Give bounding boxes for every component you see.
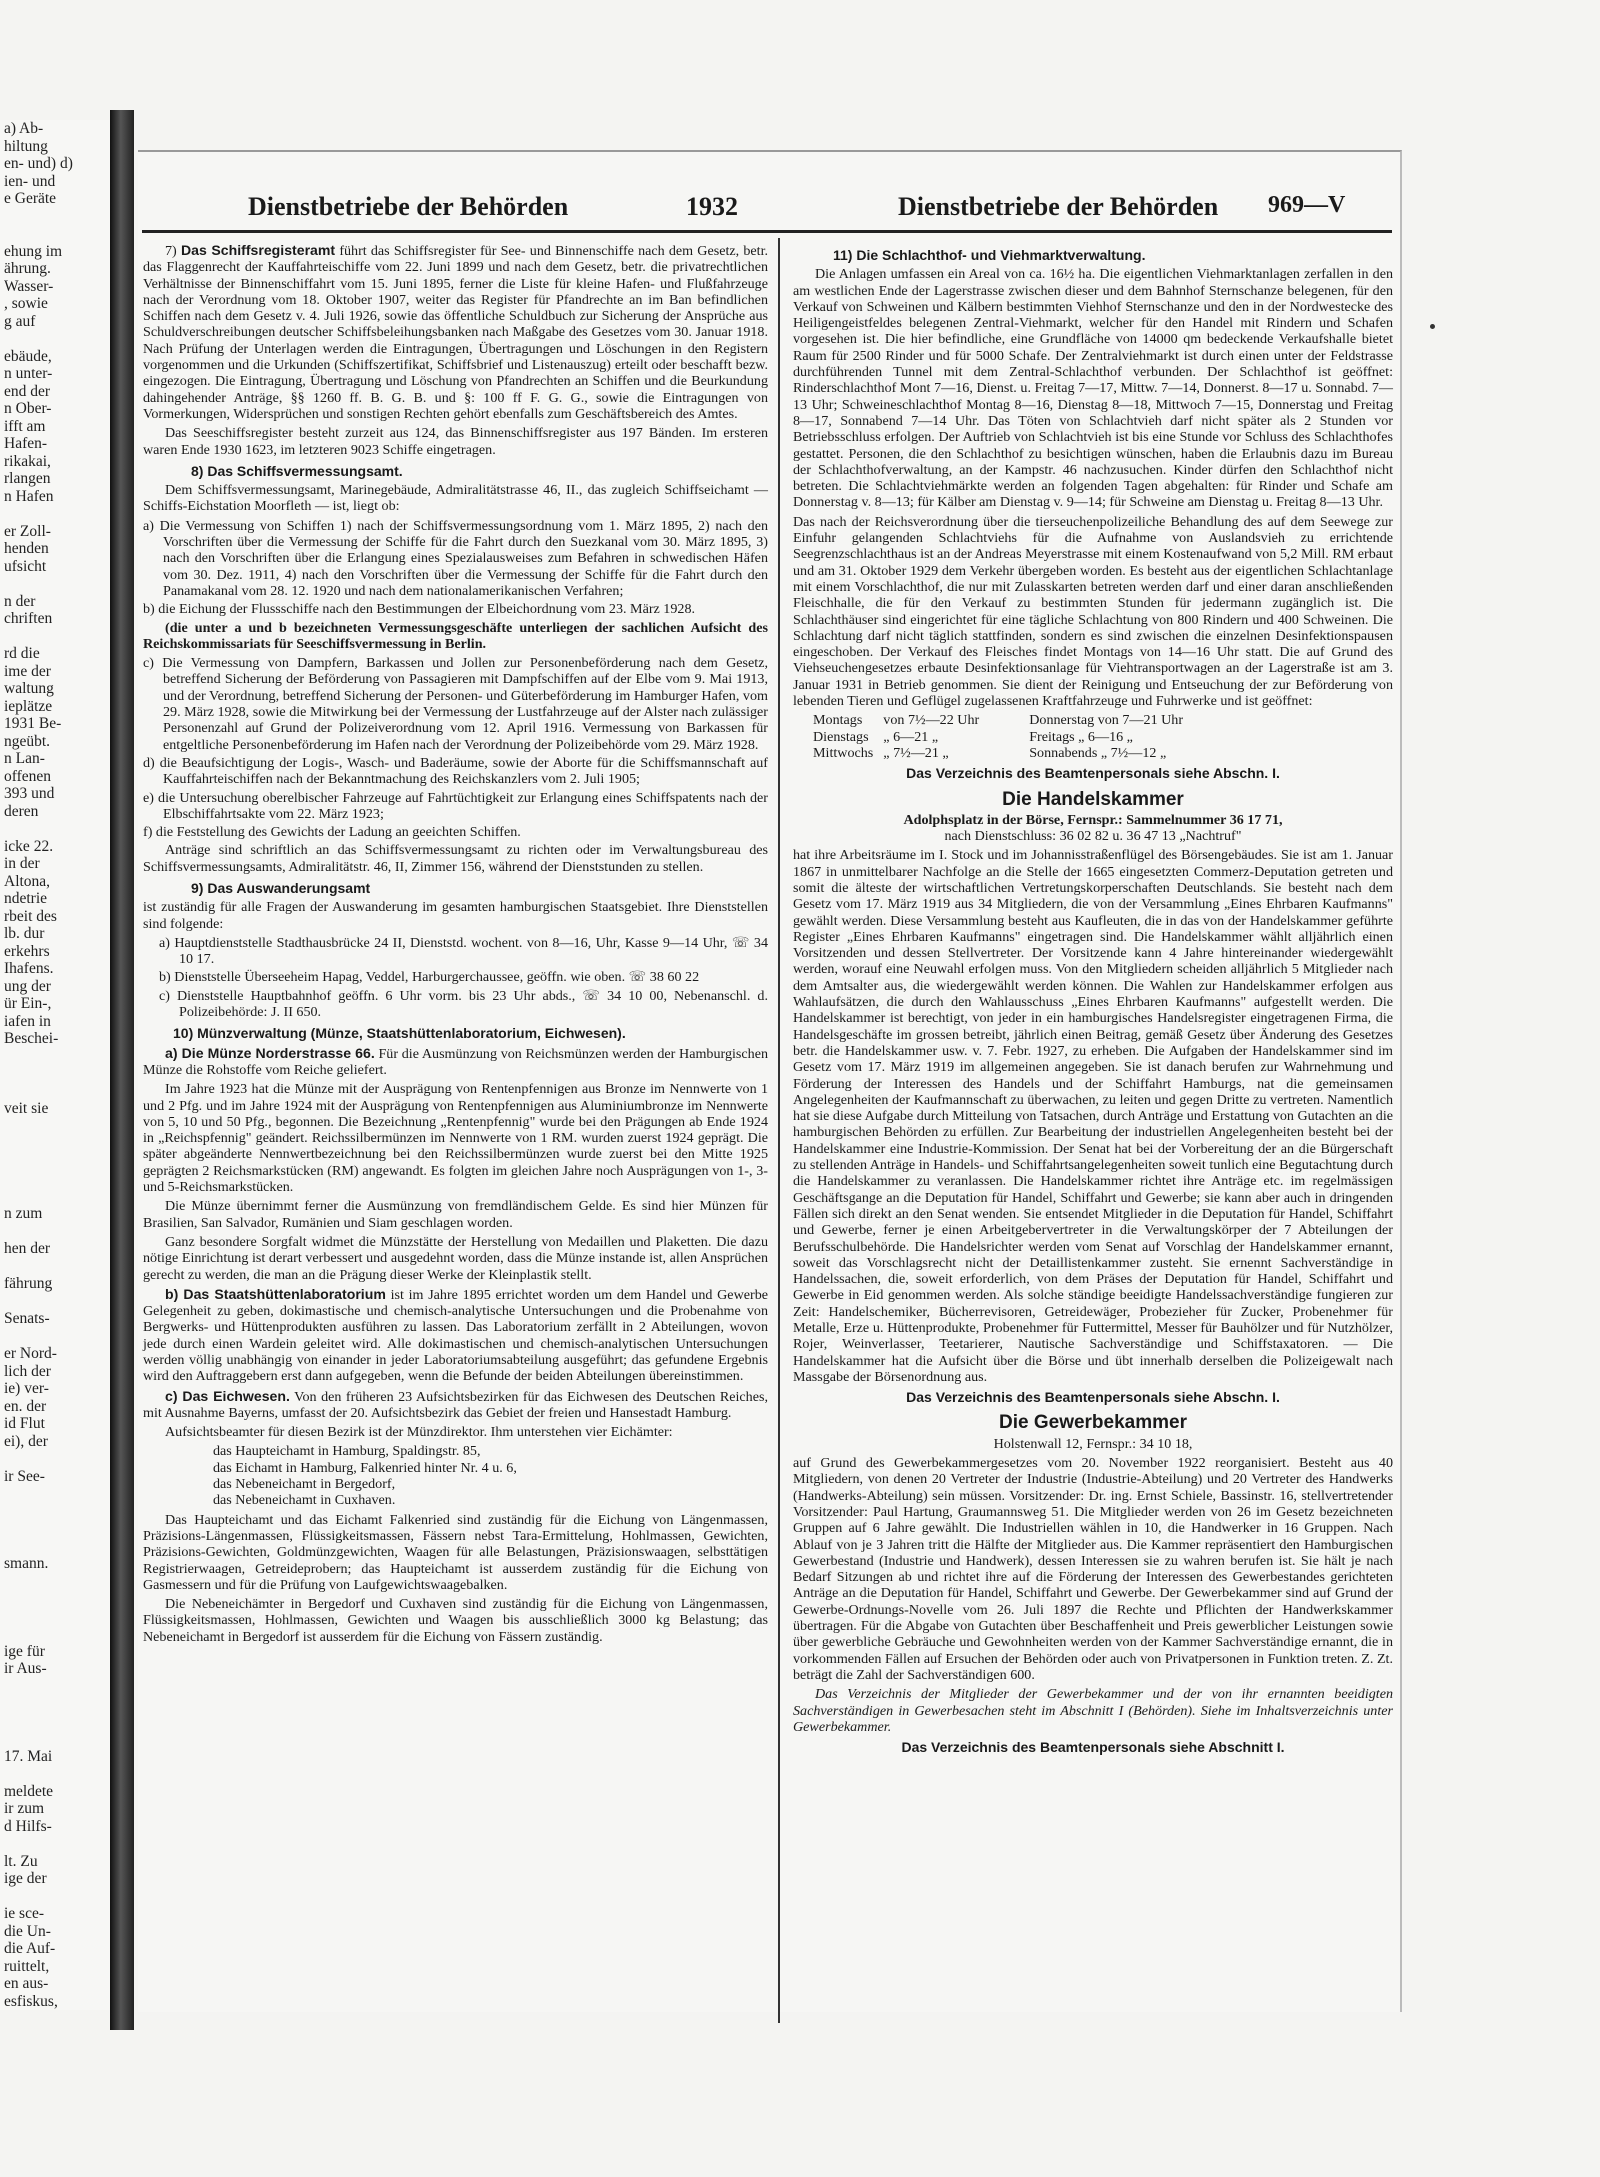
previous-page-fragment	[0, 1293, 110, 1311]
previous-page-fragment	[0, 575, 110, 593]
section-10-title: 10) Münzverwaltung (Münze, Staatshüttenlaboratorium, Eichwesen).	[173, 1025, 626, 1042]
previous-page-fragment: end der	[4, 382, 51, 400]
previous-page-fragment	[0, 1118, 110, 1136]
day-hours-cell: Freitags „ 6—16 „	[1029, 728, 1133, 745]
opening-hours-row	[813, 729, 1193, 745]
previous-page-fragment: 17. Mai	[4, 1747, 53, 1765]
previous-page-fragment: ährung.	[4, 260, 51, 277]
gewerbekammer-address: Holstenwall 12, Fernspr.: 34 10 18,	[993, 1435, 1193, 1452]
previous-page-fragment	[0, 1485, 110, 1503]
previous-page-fragment	[0, 1083, 110, 1101]
opening-hours-row	[813, 745, 1193, 761]
previous-page-fragment	[0, 1608, 110, 1626]
previous-page-fragment: n Lan-	[4, 750, 45, 767]
header-year: 1932	[686, 192, 738, 221]
previous-page-fragment: ige der	[4, 1870, 47, 1887]
previous-page-fragment	[0, 1625, 110, 1643]
section-8-item-d: d) die Beaufsichtigung der Logis-, Wasch- und Baderäume, sowie der Aborte für die Schiffsmannschaft auf Kauffahrteischiffen nach der Bekanntmachung des Reichskanzlers vom 2. Juli 1905;	[143, 754, 768, 788]
previous-page-fragment: n der	[4, 592, 36, 610]
previous-page-fragment: rikakai,	[4, 452, 51, 470]
previous-page-fragment: chriften	[4, 610, 53, 627]
previous-page-fragment	[0, 1888, 110, 1906]
day-hours-cell: Sonnabends „ 7½—12 „	[1029, 744, 1167, 761]
previous-page-fragment: meldete	[4, 1782, 54, 1800]
section-7-title: Das Schiffsregisteramt	[180, 242, 336, 258]
previous-page-fragment	[0, 1223, 110, 1241]
previous-page-fragment: deren	[4, 802, 39, 820]
previous-page-fragment: hiltung	[4, 137, 48, 155]
eichamt-list-item: das Nebeneichamt in Bergedorf,	[213, 1476, 396, 1493]
previous-page-fragment: ehung im	[4, 242, 63, 260]
ink-speck	[1430, 324, 1435, 329]
header-right-title: Dienstbetriebe der Behörden	[898, 192, 1219, 221]
gewerbekammer-text: auf Grund des Gewerbekammergesetzes vom 20. November 1922 reorganisiert. Besteht aus 40 Mitgliedern, von denen 20 Vertreter der Industrie (Industrie-Abteilung) und 20 Vertreter des Handwerks (Handwerks-Abteilung) sein müssen. Vorsitzender: Dr. ing. Ernst Schiele, Bassinstr. 16, stellvertretender Vorsitzender: Paul Hartung, Graumannsweg 51. Die Mitglieder werden von 26 im Gesetz bezeichneten Gruppen auf 6 Jahre gewählt. Die Industriellen wählen in 10, die Handwerker in 16 Gruppen. Nach Ablauf von je 3 Jahren tritt die Hälfte der Mitglieder aus. Die Kammer repräsentiert den Hamburgischen Gewerbestand (Industrie und Handwerk), dessen Interessen sie zu wahren berufen ist. Sie hält je nach Bedarf Sitzungen ab und richtet ihre auf die Förderung der Interessen des Gewerbestandes gerichteten Anträge an die Deputation für Handel, Schiffahrt und Gewerbe. Der Gewerbekammer sind auf Grund der Gewerbe-Ordnungs-Novelle vom 26. Juli 1897 die Rechte und Pflichten der Handwerkskammer übertragen. Für die Abgabe von Gutachten über Beschaffenheit und Preis gewerblicher Leistungen sowie über gewerbliche Gebräuche und Gewohnheiten werden von der Kammer Sachverständige ernannt, die in vorkommenden Fällen auf Ersuchen der Behörden oder auch von Privatpersonen in Funktion treten. Z. Zt. beträgt die Zahl der Sachverständigen 600.	[793, 1455, 1393, 1683]
previous-page-fragment: n Ober-	[4, 400, 52, 417]
previous-page-fragment: ien- und	[4, 172, 56, 190]
previous-page-fragment: e Geräte	[4, 190, 57, 207]
previous-page-fragment	[0, 208, 110, 226]
previous-page-fragment	[0, 1153, 110, 1171]
gewerbekammer-title: Die Gewerbekammer	[999, 1412, 1187, 1434]
previous-page-fragment: ige für	[4, 1642, 45, 1660]
eichamt-list	[143, 1443, 768, 1508]
previous-page-fragment	[0, 225, 110, 243]
previous-page-fragment	[0, 505, 110, 523]
previous-page-fragment: ndetrie	[4, 890, 48, 907]
previous-page-fragment	[0, 1713, 110, 1731]
previous-page-fragment: ruittelt,	[4, 1957, 50, 1975]
handelskammer-night-phone: nach Dienstschluss: 36 02 82 u. 36 47 13 „Nachtruf"	[944, 828, 1242, 845]
previous-page-fragment: Altona,	[4, 872, 51, 890]
day-cell: Dienstags	[813, 728, 869, 745]
section-7-number: 7)	[165, 243, 177, 259]
section-9-title: 9) Das Auswanderungsamt	[191, 879, 371, 896]
handelskammer-personnel-note: Das Verzeichnis des Beamtenpersonals siehe Abschn. I.	[906, 1389, 1280, 1406]
previous-page-fragment	[0, 1328, 110, 1346]
previous-page-fragment: 1931 Be-	[4, 715, 62, 732]
previous-page-fragment: henden	[4, 540, 49, 557]
hours-cell: von 7½—22 Uhr	[883, 712, 980, 729]
right-column	[793, 242, 1393, 1761]
previous-page-fragment: ie sce-	[4, 1905, 45, 1922]
section-10c-text: Von den früheren 23 Aufsichtsbezirken für das Eichwesen des Deutschen Reiches, mit Ausnahme Bayerns, umfasst der 20. Aufsichtsbezirk das Gebiet der freien und Hansestadt Hamburg.	[143, 1388, 768, 1421]
section-8-item-a: a) Die Vermessung von Schiffen 1) nach der Schiffsvermessungsordnung vom 1. März 1895, 2) nach den Vorschriften über die Vermessung der Schiffe für die Fahrt durch den Suezkanal vom 30. März 1895, 3) nach den Vorschriften über die Erlangung eines Spezialausweises zum Befahren in schwedischen Häfen vom 30. Dez. 1911, 4) nach den Vorschriften über die Vermessung der Schiffe für die Fahrt durch den Panamakanal vom 28. 12. 1920 und nach dem nationalamerikanischen Verfahren;	[143, 517, 768, 599]
section-10b-paragraph	[143, 1286, 768, 1385]
previous-page-fragment: iafen in	[4, 1012, 51, 1030]
section-10b-heading: b) Das Staatshüttenlaboratorium	[165, 1285, 386, 1302]
previous-page-fragment: lt. Zu	[4, 1852, 38, 1870]
previous-page-fragment: rd die	[4, 645, 40, 662]
section-10a-heading: a) Die Münze Norderstrasse 66.	[165, 1044, 375, 1061]
section-11-paragraph: Die Anlagen umfassen ein Areal von ca. 16½ ha. Die eigentlichen Viehmarktanlagen zerfallen in den am westlichen Ende der Lagerstrasse zwischen dieser und dem Bahnhof Sternschanze belegenen, für den Verkauf von Schweinen und Kälbern bestimmten Viehhof Sternschanze und den in der Nordwestecke des Heiligengeistfeldes belegenen Zentral-Viehmarkt, welcher für den Handel mit Rindern und Schafen vorgesehen ist. Die hier befindliche, eine Grundfläche von 14000 qm bedeckende Verkaufshalle bietet Raum für 2500 Rinder und für 5000 Schafe. Der Zentralviehmarkt ist durch einen unter der Feldstrasse durchführenden Tunnel mit dem Zentral-Schlachthof verbunden. Der Schlachthof ist geöffnet: Rinderschlachthof Mont 7—16, Dienst. u. Freitag 7—17, Mittw. 7—14, Donnerst. 8—17 u. Sonnabd. 7—13 Uhr; Schweineschlachthof Montag 8—16, Dienstag 8—18, Mittwoch 7—15, Donnerstag und Freitag 8—17, Sonnabend 7—14 Uhr. Das Töten von Schlachtvieh darf nicht später als 2 Stunden vor Betriebsschluss erfolgen. Der Auftrieb von Schlachtvieh ist bis eine Stunde vor Schluss des Schlachthofes gestattet. Personen, die den Schlachthof zu besichtigen wünschen, haben die Erlaubnis dazu im Bureau der Schlachthofverwaltung, an der Kampstr. 46 nachzusuchen. Kinder dürfen den Schlachthof nicht betreten. Die Schlachtviehmärkte werden an folgenden Tagen abgehalten: für Rinder und Schafe am Donnerstag v. 8—13; für Kälber am Dienstag v. 9—14; für Schweine am Dienstag u. Freitag 8—13 Uhr.	[793, 266, 1393, 511]
opening-hours-table	[813, 712, 1393, 761]
previous-page-fragment: er Nord-	[4, 1345, 57, 1362]
day-hours-cell: Donnerstag von 7—21 Uhr	[1029, 712, 1184, 729]
previous-page-fragment: rbeit des	[4, 907, 57, 925]
previous-page-fragment: g auf	[4, 312, 36, 330]
book-spine	[110, 110, 134, 2030]
previous-page-fragment: in der	[4, 855, 40, 872]
previous-page-fragment	[0, 1678, 110, 1696]
previous-page-fragment: ime der	[4, 662, 51, 680]
section-11-personnel-note: Das Verzeichnis des Beamtenpersonals siehe Abschn. I.	[906, 765, 1280, 782]
handelskammer-address: Adolphsplatz in der Börse, Fernspr.: Sammelnummer 36 17 71,	[903, 811, 1283, 828]
previous-page-fragment: en. der	[4, 1397, 47, 1415]
previous-page-fragment	[0, 1590, 110, 1608]
previous-page-fragment: waltung	[4, 680, 54, 697]
previous-page-fragment	[0, 1765, 110, 1783]
day-cell: Mittwochs	[813, 744, 874, 761]
previous-page-fragment	[0, 1503, 110, 1521]
section-10a-text: Für die Ausmünzung von Reichsmünzen werden der Hamburgischen Münze die Rohstoffe vom Reiche geliefert.	[143, 1045, 768, 1078]
opening-hours-row	[813, 712, 1193, 728]
previous-page-fragment: , sowie	[4, 295, 48, 312]
column-divider	[778, 238, 780, 2023]
previous-page-fragment: ufsicht	[4, 557, 47, 575]
previous-page-fragment: ieplätze	[4, 697, 53, 715]
previous-page-fragment: ür Ein-,	[4, 995, 52, 1012]
page-header	[138, 192, 1400, 228]
section-7-paragraph-2: Das Seeschiffsregister besteht zurzeit aus 124, das Binnenschiffsregister aus 197 Bänden. Im ersteren waren Ende 1930 1623, im letzteren 9023 Schiffe eingetragen.	[143, 425, 768, 458]
previous-page-fragment	[0, 1135, 110, 1153]
previous-page-fragment	[0, 1258, 110, 1276]
previous-page-fragment	[0, 1695, 110, 1713]
gewerbekammer-note: Das Verzeichnis der Mitglieder der Gewerbekammer und der von ihr ernannten beeidigten Sachverständigen in Gewerbesachen steht im Abschnitt I (Behörden). Siehe im Inhaltsverzeichnis unter Gewerbekammer.	[793, 1686, 1393, 1735]
previous-page-fragment: hen der	[4, 1240, 51, 1257]
previous-page-fragment: die Un-	[4, 1922, 51, 1940]
section-10b-text: ist im Jahre 1895 errichtet worden um dem Handel und Gewerbe Gelegenheit zu geben, dokimastische und chemisch-analytische Untersuchungen und die Probenahme von Bergwerks- und Hüttenprodukten ausführen zu lassen. Das Laboratorium zerfällt in 2 Abteilungen, wovon jede durch einen Wardein geleitet wird. Alle dokimastischen und chemisch-analytischen Untersuchungen werden völlig unabhängig von einander in jeder Laboratoriumsabteilung ausgeführt; das gefundene Ergebnis wird den Auftraggebern erst dann aufgegeben, wenn die Befunde der beiden Abteilungen übereinstimmen.	[143, 1286, 768, 1385]
section-8-title: 8) Das Schiffsvermessungsamt.	[191, 462, 403, 479]
previous-page-fragment	[0, 1065, 110, 1083]
section-8-note: (die unter a und b bezeichneten Vermessungsgeschäfte unterliegen der sachlichen Aufsicht des Reichskommissariats für Seeschiffsvermessung in Berlin.	[143, 619, 768, 652]
previous-page-fragment: a) Ab-	[4, 120, 44, 137]
left-column	[143, 242, 768, 1648]
previous-page-fragment: fährung	[4, 1275, 53, 1292]
eichamt-list-item: das Haupteichamt in Hamburg, Spaldingstr. 85,	[213, 1443, 481, 1460]
hours-cell: „ 6—21 „	[883, 728, 939, 745]
previous-page-fragment: n unter-	[4, 365, 53, 382]
section-9-intro: ist zuständig für alle Fragen der Auswanderung im gesamten hamburgischen Staatsgebiet. Ihre Dienststellen sind folgende:	[143, 899, 768, 932]
page-number: 969—V	[1268, 192, 1346, 218]
section-7-text: führt das Schiffsregister für See- und Binnenschiffe nach dem Gesetz, betr. das Flaggenrecht der Kauffahrteischiffe vom 22. Juni 1899 und nach dem Gesetz, betr. die privatrechtlichen Verhältnisse der Binnenschiffahrt vom 15. Juni 1895, ferner die Liste für kleine Hafen- und Flußfahrzeuge nach der Verordnung vom 18. Oktober 1907, weiter das Register für Pfandrechte an im Ban befindlichen Schiffen nach dem Gesetz v. 4. Juli 1926, sowie das öffentliche Schuldbuch zur Sicherung der Ansprüche aus Schuldverschreibungen deutscher Schiffsbeleihungsbanken nach Maßgabe des Gesetzes vom 30. Januar 1918. Nach Prüfung der Unterlagen werden die Eintragungen, Übertragungen und Löschungen in den Registern vorgenommen und die Urkunden (Schiffszertifikat, Schiffsbrief und Listenauszug) erteilt oder beschafft bezw. eingezogen. Die Eintragung, Übertragung und Löschung von Pfandrechten an Schiffen und die Beurkundung dahingehender Anträge, §§ 1260 ff. B. G. B. und §: 100 ff F. G. G., sowie die Eintragungen von Vormerkungen, Widersprüchen und sonstigen Rechten gehört ebenfalls zum Geschäftsbereich des Amtes.	[143, 243, 769, 422]
previous-page-fragment	[0, 820, 110, 838]
section-10c-paragraph-2: Aufsichtsbeamter für diesen Bezirk ist der Münzdirektor. Ihm unterstehen vier Eichämter:	[165, 1424, 673, 1441]
handelskammer-title: Die Handelskammer	[1002, 788, 1184, 810]
previous-page-edge	[0, 120, 111, 2010]
section-10c-paragraph-4: Die Nebeneichämter in Bergedorf und Cuxhaven sind zuständig für die Eichung von Längenmassen, Flüssigkeitsmassen, Hohlmassen, Gewichten und Waagen bis ausschließlich 3000 kg Belastung; das Nebeneichamt in Bergedorf ist ausserdem für die Eichung von Fässern zuständig.	[143, 1596, 768, 1645]
section-10a-paragraph-4: Ganz besondere Sorgfalt widmet die Münzstätte der Herstellung von Medaillen und Plaketten. Die dazu nötige Einrichtung ist derart verbessert und ausgedehnt worden, dass die Münze instande ist, allen Ansprüchen gerecht zu werden, die man an die Prägung dieser Werke der Kleinplastik stellt.	[143, 1233, 768, 1283]
previous-page-fragment: ei), der	[4, 1432, 48, 1450]
previous-page-fragment: er Zoll-	[4, 522, 51, 540]
section-9-item-b: b) Dienststelle Überseeheim Hapag, Veddel, Harburgerchaussee, geöffn. wie oben. ☏ 38 60 22	[159, 969, 700, 986]
section-8-item-e: e) die Untersuchung oberelbischer Fahrzeuge auf Fahrtüchtigkeit zur Erlangung eines Schiffspatents nach der Elbschiffahrtsakte vom 22. März 1923;	[143, 789, 768, 822]
previous-page-fragment: ngeübt.	[4, 732, 51, 750]
section-11-paragraph-2: Das nach der Reichsverordnung über die tierseuchenpolizeiliche Behandlung des auf dem Seewege zur Einfuhr gelangenden Schlachtviehs für die Aufnahme von Auslandsvieh zu errichtende Seegrenzschlachthaus ist an der Andreas Meyerstrasse mit einem Kostenaufwand von 5,2 Mill. RM erbaut und am 31. Oktober 1929 dem Verkehr übergeben worden. Es besteht aus der eigentlichen Schlachtanlage mit einem Vorschlachthof, die nur mit Zulasskarten betreten werden darf und einer daran anschließenden Fleischhalle, die für den Verkauf zu bestimmten Stunden für jedermann zugänglich ist. Die Schlachthäuser sind eingerichtet für eine tägliche Schlachtung von 800 Rindern und 400 Schweinen. Die Schlachtung darf nicht täglich stattfinden, sondern es sind zwischen die einzelnen Desinfektionspausen eingeschoben. Der Verkauf des Fleisches findet Montags von 14—16 Uhr statt. Die auf Grund des Viehseuchengesetzes erbaute Desinfektionsanlage für Viehtransportwagen an der Lagerstraße ist am 3. Januar 1931 in Betrieb genommen. Sie dient der Reinigung und Entseuchung der zur Beförderung von lebenden Tieren und Geflügel zugelassenen Kraftfahrzeuge und Fuhrwerke und ist geöffnet:	[793, 513, 1394, 710]
previous-page-fragment: offenen	[4, 767, 52, 785]
section-8-item-c: c) Die Vermessung von Dampfern, Barkassen und Jollen zur Personenbeförderung nach dem Gesetz, betreffend Sicherung der Beförderung von Passagieren mit Dampfschiffen auf der Elbe vom 9. Mai 1913, und der Verordnung, betreffend Sicherung der Personen- und Güterbeförderung im Hamburger Hafen, vom 29. März 1928, sowie die Mitwirkung bei der Vermessung der Lustfahrzeuge auf der Alster nach zulässiger Personenzahl auf Grund der Polizeiverordnung vom 12. April 1916. Vermessung von Barkassen für entgeltliche Personenbeförderung im Hafen nach der Verordnung der Polizeibehörde vom 29. März 1928.	[143, 655, 768, 753]
document-page	[138, 150, 1402, 2012]
previous-page-fragment	[0, 1538, 110, 1556]
previous-page-fragment: Wasser-	[4, 277, 54, 295]
previous-page-fragment	[0, 1730, 110, 1748]
previous-page-fragment: Ihafens.	[4, 960, 54, 977]
section-8-item-f: f) die Feststellung des Gewichts der Ladung an geeichten Schiffen.	[143, 824, 521, 841]
section-7-paragraph	[143, 242, 768, 422]
previous-page-fragment: smann.	[4, 1555, 49, 1572]
section-8-closing: Anträge sind schriftlich an das Schiffsvermessungsamt zu richten oder im Verwaltungsbureau des Schiffsvermessungsamts, Admiralitätstr. 46, II, Zimmer 156, während der Dienststunden zu stellen.	[143, 842, 768, 875]
previous-page-fragment: ung der	[4, 977, 51, 995]
section-9-item-c: c) Dienststelle Hauptbahnhof geöffn. 6 Uhr vorm. bis 23 Uhr abds., ☏ 34 10 00, Nebenanschl. d. Polizeibehörde: J. II 650.	[159, 987, 768, 1021]
previous-page-fragment	[0, 1048, 110, 1066]
previous-page-fragments	[0, 120, 110, 2010]
previous-page-fragment: ie) ver-	[4, 1380, 49, 1397]
previous-page-fragment: icke 22.	[4, 837, 54, 855]
section-10a-paragraph	[143, 1045, 768, 1079]
previous-page-fragment: en aus-	[4, 1975, 49, 1992]
previous-page-fragment: rlangen	[4, 470, 51, 487]
header-rule	[142, 230, 1392, 233]
handelskammer-text: hat ihre Arbeitsräume im I. Stock und im Johannisstraßenflügel des Börsengebäudes. Sie ist am 1. Januar 1867 in unmittelbarer Nachfolge an die Stelle der 1665 eingesetzten Commerz-Deputation getreten und somit die älteste der wirtschaftlichen Vertretungskorperschaften Deutschlands. Sie besteht nach dem Gesetz vom 17. März 1919 aus 34 Mitgliedern, die von der Versammlung „Eines Ehrbaren Kaufmanns" gewählt werden. Diese Versammlung besteht aus Kaufleuten, die in das von der Handelskammer geführte Register „Eines Ehrbaren Kaufmanns" eingetragen sind. Die Handelskammer wählt alljährlich einen Vorsitzenden und dessen Stellvertreter. Der Vorsitzende kann 4 Jahre hintereinander wiedergewählt werden, worauf eine Neuwahl erfolgen muss. Von den Mitgliedern scheiden alljährlich 5 Mitglieder nach dem Amtsalter aus, die wiedergewählt werden können. Die Wahlen zur Handelskammer erfolgen aus Wahlaufsätzen, die durch den Wahlausschuss „Eines Ehrbaren Kaufmanns" aufgestellt werden. Die Handelskammer ist berechtigt, von jeder in ein hamburgisches Handelsregister eingetragenen Firma, die Handelsgeschäfte im grossen betreibt, jährlich einen Beitrag, gemäß Gesetz über Änderung des Gesetzes betr. die Handelskammer usw. v. 7. Febr. 1927, zu erheben. Die Aufgaben der Handelskammer sind im Gesetz vom 17. März 1919 im allgemeinen angegeben. Sie ist danach berufen zur Wahrnehmung und Förderung der Interessen des Handels und der Schiffahrt Hamburgs, nat die gemeinsamen Angelegenheiten der Kaufmannschaft zu überwachen, zu leiten und gegen Dritte zu vertreten. Namentlich hat sie diese Aufgabe durch Mitteilung von Tatsachen, durch Anträge und Erstattung von Gutachten an die hamburgischen Behörden zu erfüllen. Zur Bearbeitung der industriellen Angelegenheiten besteht bei der Handelskammer eine Industrie-Kommission. Der Senat hat bei der Vorbereitung der an die Bürgerschaft zu stellenden Anträge in Handels- und Schiffahrtsangelegenheiten soweit tunlich eine Begutachtung durch die Handelskammer zu veranlassen. Die Handelskammer richtet ihre Anträge etc. im regelmässigen Geschäftsgange an die Deputation für Handel, Schiffahrt und Gewerbe; sie kann aber auch in dringenden Fällen sich direkt an den Senat wenden. Sie entsendet Mitglieder in die Deputation für Handel, Schiffahrt und Gewerbe, ferner je einen Arbeitgebervertreter in die Verwaltungskörper der 7 Abteilungen der Berufsschulbehörde. Die Handelsrichter werden vom Senat auf Vorschlag der Handelskammer ernannt, soweit das Vorschlagsrecht nicht der Detaillistenkammer zusteht. Sie ernennt Sachverständige in Handelssachen, die, soweit erforderlich, von dem Präses der Deputation für Handel, Schiffahrt und Gewerbe in Eid genommen werden. Als solche ständige beeidigte Handelssachverständige fungieren zur Zeit: Handelschemiker, Bücherrevisoren, Getreidewäger, Probezieher für Zucker, Probenehmer für Metalle, Erze u. Hüttenprodukte, Probenehmer für Futtermittel, Messer für Bauhölzer und für Nutzhölzer, Rojer, Weinverlasser, Teetarierer, Nautische Sachverständige und Schiffstaxatoren. — Die Handelskammer hat die Aufsicht über die Börse und übt innerhalb derselben die Polizeigewalt nach Massgabe der Börsenordnung aus.	[793, 847, 1393, 1385]
previous-page-fragment	[0, 1188, 110, 1206]
previous-page-fragment: Hafen-	[4, 435, 48, 452]
previous-page-fragment: 393 und	[4, 785, 55, 802]
previous-page-fragment: esfiskus,	[4, 1992, 58, 2010]
previous-page-fragment	[0, 1573, 110, 1591]
previous-page-fragment: d Hilfs-	[4, 1817, 52, 1835]
section-8-intro: Dem Schiffsvermessungsamt, Marinegebäude, Admiralitätstrasse 46, II., das zugleich Schiffseichamt — Schiffs-Eichstation Moorfleth — ist, liegt ob:	[143, 482, 768, 515]
section-10a-paragraph-2: Im Jahre 1923 hat die Münze mit der Ausprägung von Rentenpfennigen aus Bronze im Nennwerte von 1 und 2 Pfg. und im Jahre 1924 mit der Ausprägung von Rentenpfennigen aus Aluminiumbronze im Nennwerte von 5, 10 und 50 Pfg., begonnen. Die Bezeichnung „Rentenpfennig" wurde bei den Prägungen ab Ende 1924 in „Reichspfennig" geändert. Reichssilbermünzen im Nennwerte von 1 RM. wurden zuerst 1924 geprägt. Die später abgeänderte Nennwertbezeichnung bei den Reichssilbermünzen wurde zuerst bei den Mitte 1925 geprägten 2 Reichsmarkstücken (RM) angewandt. Es folgten im gleichen Jahre noch Ausprägungen von 1-, 3- und 5-Reichsmarkstücken.	[143, 1081, 768, 1196]
previous-page-fragment: Beschei-	[4, 1030, 59, 1047]
previous-page-fragment: ifft am	[4, 417, 46, 435]
header-left-title: Dienstbetriebe der Behörden	[248, 192, 569, 221]
previous-page-fragment: Senats-	[4, 1310, 50, 1327]
section-10c-paragraph	[143, 1388, 768, 1422]
previous-page-fragment: die Auf-	[4, 1940, 56, 1957]
previous-page-fragment: n zum	[4, 1205, 43, 1222]
previous-page-fragment: ir Aus-	[4, 1660, 47, 1677]
gewerbekammer-personnel-note: Das Verzeichnis des Beamtenpersonals siehe Abschnitt I.	[901, 1739, 1285, 1756]
previous-page-fragment: ir See-	[4, 1467, 45, 1485]
previous-page-fragment	[0, 1170, 110, 1188]
eichamt-list-item: das Nebeneichamt in Cuxhaven.	[213, 1492, 396, 1509]
section-8-item-b: b) die Eichung der Flussschiffe nach den Bestimmungen der Elbeichordnung vom 23. März 1928.	[143, 601, 696, 618]
section-10c-heading: c) Das Eichwesen.	[165, 1387, 290, 1404]
previous-page-fragment: id Flut	[4, 1415, 45, 1432]
section-10a-paragraph-3: Die Münze übernimmt ferner die Ausmünzung von fremdländischem Gelde. Es sind hier Münzen für Brasilien, San Salvador, Rumänien und Siam geschlagen worden.	[143, 1198, 768, 1231]
hours-cell: „ 7½—21 „	[883, 744, 949, 761]
previous-page-fragment	[0, 330, 110, 348]
day-cell: Montags	[813, 712, 863, 729]
eichamt-list-item: das Eichamt in Hamburg, Falkenried hinter Nr. 4 u. 6,	[213, 1459, 517, 1476]
previous-page-fragment: ir zum	[4, 1800, 45, 1817]
section-10c-paragraph-3: Das Haupteichamt und das Eichamt Falkenried sind zuständig für die Eichung von Längenmassen, Präzisions-Längenmassen, Flüssigkeitsmassen, Fässern nebst Tara-Ermittelung, Hohlmassen, Gewichten, Präzisions-Gewichten, Goldmünzgewichten, Waagen für alle Belastungen, Präzisionswaagen, selbsttätigen Registrierwaagen, Getreideprobern; das Haupteichamt ist ausserdem zuständig für die Eichung von Gasmessern und für die Prüfung von Laufgewichtswaagebalken.	[143, 1511, 768, 1593]
previous-page-fragment: lich der	[4, 1362, 51, 1380]
previous-page-fragment: n Hafen	[4, 487, 54, 505]
previous-page-fragment: lb. dur	[4, 925, 45, 942]
previous-page-fragment	[0, 628, 110, 646]
previous-page-fragment	[0, 1520, 110, 1538]
section-11-title: 11) Die Schlachthof- und Viehmarktverwaltung.	[833, 247, 1146, 263]
section-9-item-a: a) Hauptdienststelle Stadthausbrücke 24 II, Dienststd. wochent. von 8—16, Uhr, Kasse 9—14 Uhr, ☏ 34 10 17.	[159, 934, 768, 968]
previous-page-fragment: ebäude,	[4, 347, 52, 365]
previous-page-fragment: erkehrs	[4, 942, 50, 960]
previous-page-fragment	[0, 1450, 110, 1468]
previous-page-fragment: en- und) d)	[4, 155, 73, 172]
previous-page-fragment: veit sie	[4, 1100, 49, 1117]
previous-page-fragment	[0, 1835, 110, 1853]
